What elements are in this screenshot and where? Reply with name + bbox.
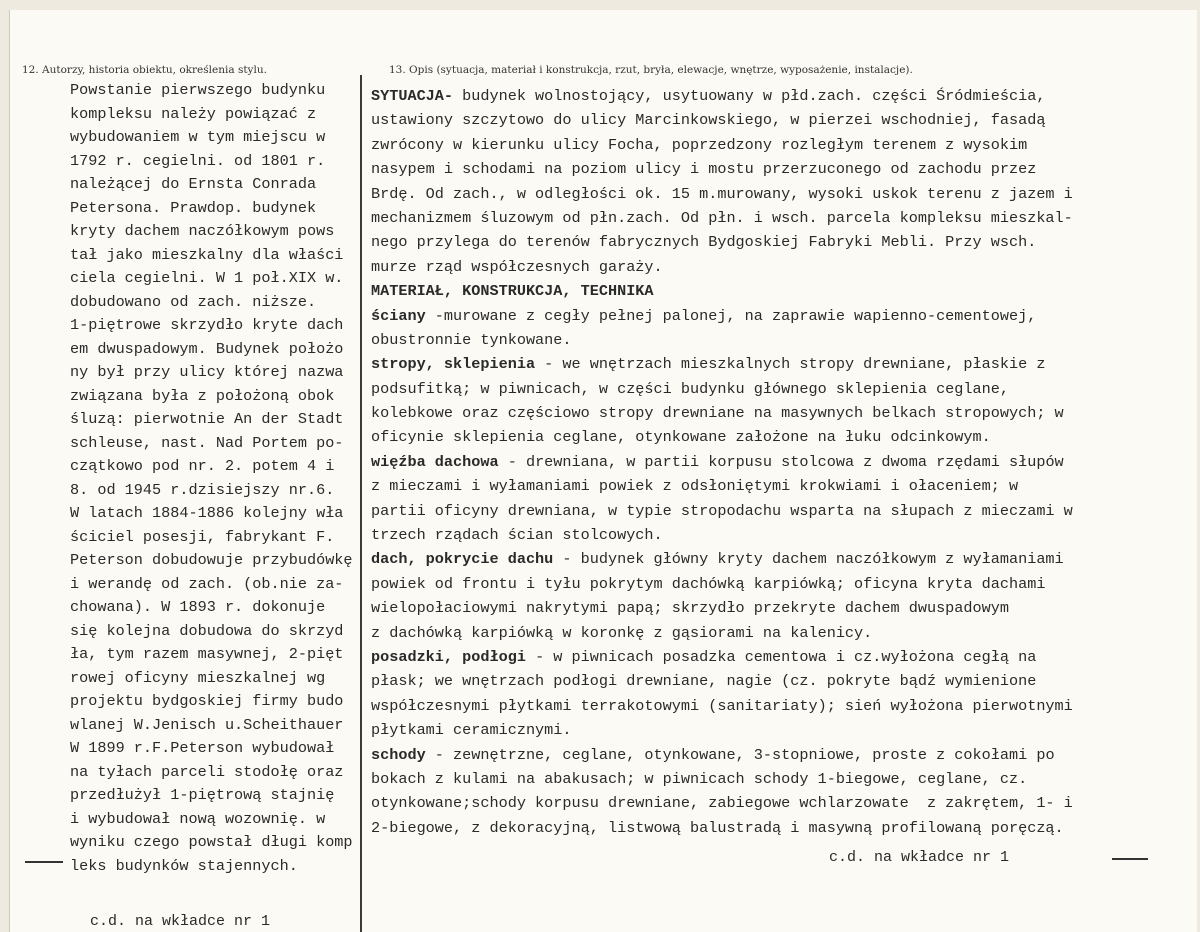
history-line: śluzą: pierwotnie An der Stadt	[70, 410, 344, 428]
description-line	[371, 718, 1073, 742]
description-line	[371, 669, 1073, 693]
description-text: 2-biegowe, z dekoracyjną, listwową balustradą i masywną profilowaną poręczą.	[371, 818, 1064, 837]
right-continuation-note: c.d. na wkładce nr 1	[829, 849, 1010, 866]
history-line: kryty dachem naczółkowym pows	[70, 222, 335, 240]
history-line: Petersona. Prawdop. budynek	[70, 198, 317, 217]
section-heading: posadzki, podłogi	[371, 647, 526, 666]
description-text-column	[371, 84, 1073, 840]
history-text-column	[70, 79, 353, 878]
history-line: 8. od 1945 r.dzisiejszy nr.6.	[70, 480, 335, 499]
history-line: ściciel posesji, fabrykant F.	[70, 527, 335, 546]
history-line: ciela cegielni. W 1 poł.XIX w.	[70, 269, 344, 287]
history-line: się kolejna dobudowa do skrzyd	[70, 621, 344, 640]
history-line: dobudowano od zach. niższe.	[70, 292, 317, 311]
section-12-header: 12. Autorzy, historia obiektu, określenia stylu.	[22, 64, 267, 76]
history-line: W latach 1884-1886 kolejny wła	[70, 504, 344, 522]
description-line	[371, 547, 1073, 571]
description-text: bokach z kulami na abakusach; w piwnicach schody 1-biegowe, ceglane, cz.	[371, 769, 1028, 788]
description-text: współczesnymi płytkami terrakotowymi (sanitariaty); sień wyłożona pierwotnymi	[371, 696, 1073, 715]
description-line	[371, 499, 1073, 523]
description-text: obustronnie tynkowane.	[371, 330, 572, 349]
section-heading: stropy, sklepienia	[371, 355, 536, 374]
history-line: Peterson dobudowuje przybudówkę	[70, 551, 353, 569]
description-text: - budynek główny kryty dachem naczółkowym z wyłamaniami	[553, 550, 1064, 569]
description-line	[371, 694, 1073, 718]
description-text: zwrócony w kierunku ulicy Focha, poprzedzony rozległym terenem z wysokim	[371, 135, 1028, 154]
description-text: powiek od frontu i tyłu pokrytym dachówką karpiówką; oficyna kryta dachami	[371, 574, 1046, 593]
history-line: 1792 r. cegielni. od 1801 r.	[70, 151, 326, 170]
history-line: ny był przy ulicy której nazwa	[70, 363, 344, 381]
history-line: ła, tym razem masywnej, 2-pięt	[70, 645, 344, 663]
description-line	[371, 328, 1073, 352]
description-line	[371, 401, 1073, 425]
history-line: chowana). W 1893 r. dokonuje	[70, 598, 326, 616]
description-line	[371, 157, 1073, 181]
description-line	[371, 621, 1073, 645]
description-text: - drewniana, w partii korpusu stolcowa z dwoma rzędami słupów	[498, 452, 1064, 471]
description-line	[371, 596, 1073, 620]
history-line: projektu bydgoskiej firmy budo	[70, 692, 344, 710]
description-text: -murowane z cegły pełnej palonej, na zaprawie wapienno-cementowej,	[425, 306, 1037, 325]
history-line: schleuse, nast. Nad Portem po-	[70, 433, 344, 452]
history-line: należącej do Ernsta Conrada	[70, 175, 317, 193]
description-text: Brdę. Od zach., w odległości ok. 15 m.murowany, wysoki uskok terenu z jazem i	[371, 184, 1073, 203]
description-line	[371, 767, 1073, 791]
section-13-header: 13. Opis (sytuacja, materiał i konstrukcja, rzut, bryła, elewacje, wnętrze, wyposażenie, instalacje).	[389, 64, 913, 76]
description-line	[371, 572, 1073, 596]
history-line: W 1899 r.F.Peterson wybudował	[70, 739, 335, 757]
description-text: ustawiony szczytowo do ulicy Marcinkowskiego, w pierzei wschodniej, fasadą	[371, 111, 1046, 130]
description-text: z dachówką karpiówką w koronkę z gąsiorami na kalenicy.	[371, 623, 873, 642]
description-line	[371, 352, 1073, 376]
description-line	[371, 108, 1073, 132]
description-text: trzech rządach ścian stolcowych.	[371, 526, 663, 545]
description-line	[371, 304, 1073, 328]
history-line: Powstanie pierwszego budynku	[70, 81, 326, 99]
history-line: leks budynków stajennych.	[70, 856, 298, 875]
description-line	[371, 791, 1073, 815]
description-line	[371, 182, 1073, 206]
description-line	[371, 84, 1073, 108]
description-line	[371, 377, 1073, 401]
description-text: - we wnętrzach mieszkalnych stropy drewniane, płaskie z	[535, 355, 1046, 374]
description-text: otynkowane;schody korpusu drewniane, zabiegowe wchlarzowate z zakrętem, 1- i	[371, 794, 1073, 813]
description-text: nasypem i schodami na poziom ulicy i mostu przerzuconego od zachodu przez	[371, 160, 1037, 179]
history-line: i werandę od zach. (ob.nie za-	[70, 574, 344, 593]
history-line: wlanej W.Jenisch u.Scheithauer	[70, 715, 344, 734]
description-text: oficynie sklepienia ceglane, otynkowane założone na łuku odcinkowym.	[371, 428, 991, 447]
section-heading: schody	[371, 745, 426, 764]
description-text: murze rząd współczesnych garaży.	[371, 257, 663, 276]
history-line: wyniku czego powstał długi komp	[70, 833, 353, 851]
history-line: czątkowo pod nr. 2. potem 4 i	[70, 457, 335, 475]
right-footer-dash	[1112, 858, 1148, 860]
history-line: i wybudował nową wozownię. w	[70, 809, 326, 828]
description-line	[371, 279, 1073, 303]
history-line: em dwuspadowym. Budynek położo	[70, 339, 344, 358]
history-line: przedłużył 1-piętrową stajnię	[70, 786, 335, 804]
description-line	[371, 523, 1073, 547]
description-text: płytkami ceramicznymi.	[371, 721, 572, 740]
description-line	[371, 133, 1073, 157]
history-line: na tyłach parceli stodołę oraz	[70, 762, 344, 781]
description-line	[371, 450, 1073, 474]
description-line	[371, 206, 1073, 230]
description-text: płask; we wnętrzach podłogi drewniane, nagie (cz. pokryte bądź wymienione	[371, 672, 1037, 691]
description-text: - w piwnicach posadzka cementowa i cz.wyłożona cegłą na	[525, 647, 1037, 666]
description-text: - zewnętrzne, ceglane, otynkowane, 3-stopniowe, proste z cokołami po	[425, 745, 1055, 764]
column-divider	[360, 75, 362, 932]
description-text: nego przylega do terenów fabrycznych Bydgoskiej Fabryki Mebli. Przy wsch.	[371, 233, 1037, 252]
description-line	[371, 816, 1073, 840]
section-heading: dach, pokrycie dachu	[371, 550, 554, 569]
description-text: partii oficyny drewniana, w typie stropodachu wsparta na słupach z mieczami w	[371, 501, 1073, 520]
description-line	[371, 645, 1073, 669]
history-line: 1-piętrowe skrzydło kryte dach	[70, 316, 344, 334]
history-line: wybudowaniem w tym miejscu w	[70, 128, 326, 146]
description-text: kolebkowe oraz częściowo stropy drewniane na masywnych belkach stropowych; w	[371, 404, 1064, 423]
section-heading: ściany	[371, 306, 426, 325]
left-continuation-note: c.d. na wkładce nr 1	[90, 913, 271, 930]
section-heading: MATERIAŁ, KONSTRUKCJA, TECHNIKA	[371, 282, 654, 301]
description-line	[371, 474, 1073, 498]
section-heading: więźba dachowa	[371, 452, 499, 471]
description-text: wielopołaciowymi nakrytymi papą; skrzydło przekryte dachem dwuspadowym	[371, 599, 1009, 618]
description-line	[371, 255, 1073, 279]
description-text: podsufitką; w piwnicach, w części budynku głównego sklepienia ceglane,	[371, 379, 1009, 398]
description-line	[371, 425, 1073, 449]
description-text: z mieczami i wyłamaniami powiek z odsłoniętymi krokwiami i ołaceniem; w	[371, 477, 1019, 496]
description-text: budynek wolnostojący, usytuowany w płd.zach. części Śródmieścia,	[453, 87, 1046, 105]
history-line: tał jako mieszkalny dla właści	[70, 245, 344, 264]
history-line: kompleksu należy powiązać z	[70, 104, 317, 123]
left-footer-dash	[25, 861, 63, 863]
description-line	[371, 230, 1073, 254]
description-line	[371, 743, 1073, 767]
description-text: mechanizmem śluzowym od płn.zach. Od płn. i wsch. parcela kompleksu mieszkal-	[371, 208, 1073, 227]
history-line: związana była z położoną obok	[70, 386, 335, 405]
history-line: rowej oficyny mieszkalnej wg	[70, 668, 326, 687]
section-heading: SYTUACJA-	[371, 87, 454, 105]
